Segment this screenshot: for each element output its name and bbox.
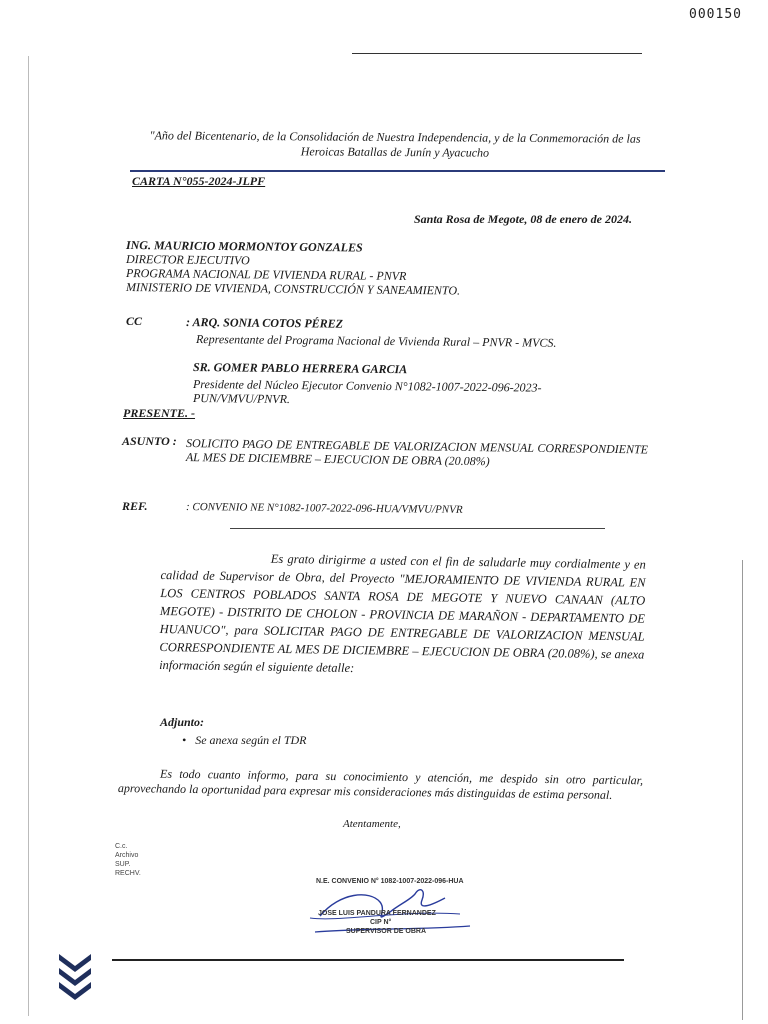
adjunto-item: • Se anexa según el TDR xyxy=(182,733,307,747)
cc-label: CC xyxy=(126,314,143,328)
addressee-title: DIRECTOR EJECUTIVO xyxy=(125,252,250,268)
scan-edge-top xyxy=(352,53,642,54)
scan-edge-left xyxy=(28,56,29,1016)
place-date: Santa Rosa de Megote, 08 de enero de 2024. xyxy=(414,212,632,226)
stamp-line-4: SUPERVISOR DE OBRA xyxy=(346,928,426,935)
cc-person2-role-1: Presidente del Núcleo Ejecutor Convenio N°1082-1007-2022-096-2023- xyxy=(192,377,542,395)
signature-stamp xyxy=(280,872,480,944)
stamp-line-1: N.E. CONVENIO N° 1082-1007-2022-096-HUA xyxy=(316,878,464,885)
cc-person2-name: SR. GOMER PABLO HERRERA GARCIA xyxy=(192,360,408,377)
adjunto-label: Adjunto: xyxy=(160,715,205,729)
year-header: "Año del Bicentenario, de la Consolidación de Nuestra Independencia, y de la Conmemoración de las Heroicas Batallas de Junín y Ayacucho xyxy=(149,128,641,160)
stamp-line-2: JOSE LUIS PANDURA FERNANDEZ xyxy=(318,910,436,917)
bottom-rule xyxy=(112,959,624,961)
addressee-program: PROGRAMA NACIONAL DE VIVIENDA RURAL - PNVR xyxy=(125,266,407,283)
header-rule xyxy=(130,170,665,172)
addressee-name: ING. MAURICIO MORMONTOY GONZALES xyxy=(125,238,363,255)
ref-label: REF. xyxy=(122,499,148,513)
asunto-text: SOLICITO PAGO DE ENTREGABLE DE VALORIZACION MENSUAL CORRESPONDIENTE AL MES DE DICIEMBRE – EJECUCION DE OBRA (20.08%) xyxy=(185,436,649,469)
letter-number: CARTA N°055-2024-JLPF xyxy=(132,174,266,188)
ref-text: : CONVENIO NE N°1082-1007-2022-096-HUA/VMVU/PNVR xyxy=(185,501,463,516)
stamp-line-3: CIP N° xyxy=(370,919,392,926)
chevron-logo-icon xyxy=(56,950,94,1000)
ref-rule xyxy=(230,528,605,529)
scan-edge-right xyxy=(742,560,743,1020)
presente: PRESENTE. - xyxy=(123,406,196,420)
closing-paragraph: Es todo cuanto informo, para su conocimiento y atención, me despido sin otro particular, aprovechando la oportunidad para expresar mis consideraciones más distinguidas de estima personal. xyxy=(117,766,644,802)
atentamente: Atentamente, xyxy=(343,818,401,830)
cc-person1-name: : ARQ. SONIA COTOS PÉREZ xyxy=(185,315,344,331)
cc-distribution: C.c. Archivo SUP. RECHV. xyxy=(115,843,141,877)
body-paragraph: Es grato dirigirme a usted con el fin de saludarle muy cordialmente y en calidad de Supervisor de Obra, del Proyecto "MEJORAMIENTO DE VIVIENDA RURAL EN LOS CENTROS POBLADOS SANTA ROSA DE MEGOTE Y NUEVO CANAAN (ALTO MEGOTE) - DISTRITO DE CHOLON - PROVINCIA DE MARAÑON - DEPARTAMENTO DE HUANUCO", para SOLICITAR PAGO DE ENTREGABLE DE VALORIZACION MENSUAL CORRESPONDIENTE AL MES DE DICIEMBRE – EJECUCION DE OBRA (20.08%), se anexa información según el siguiente detalle: xyxy=(159,551,646,676)
cc-person2-role-2: PUN/VMVU/PNVR. xyxy=(192,391,291,407)
addressee-ministry: MINISTERIO DE VIVIENDA, CONSTRUCCIÓN Y SANEAMIENTO. xyxy=(125,280,461,298)
asunto-label: ASUNTO : xyxy=(122,434,177,448)
cc-person1-role: Representante del Programa Nacional de Vivienda Rural – PNVR - MVCS. xyxy=(195,332,557,350)
page-number: 000150 xyxy=(689,7,742,22)
